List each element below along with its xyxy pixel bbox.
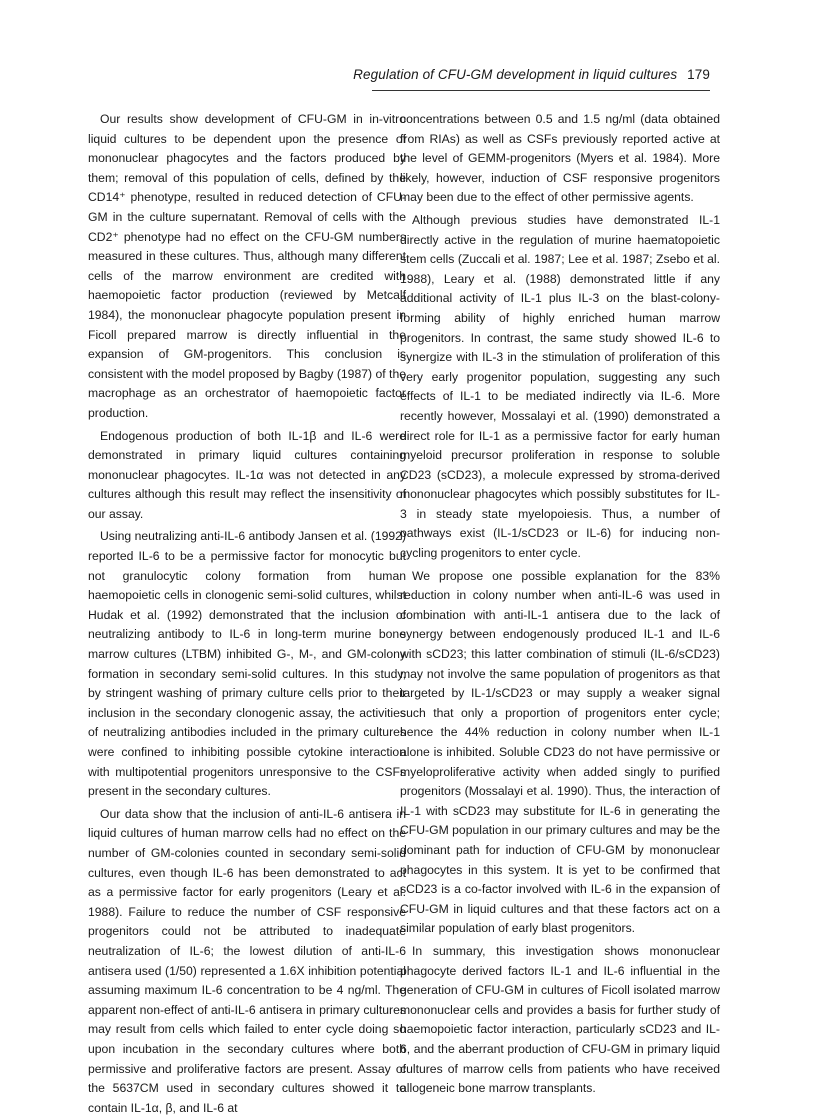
paragraph: Using neutralizing anti-IL-6 antibody Jansen et al. (1992) reported IL-6 to be a permissive factor for monocytic but not granulocytic colony formation from human haemopoietic cells in clonogenic semi-solid cultures, whilst Hudak et al. (1992) demonstrated that the inclusion of neutralizing antibody to IL-6 in long-term murine bone marrow cultures (LTBM) inhibited G-, M-, and GM-colony formation in secondary semi-solid cultures. In this study, by stringent washing of primary culture cells prior to their inclusion in the secondary clonogenic assay, the activities of neutralizing antibodies included in the primary cultures were confined to inhibiting possible cytokine interaction with multipotential progenitors unresponsive to the CSFs present in the secondary cultures.	[88, 529, 406, 799]
right-column	[400, 110, 720, 1099]
paragraph: Our results show development of CFU-GM in in-vitro liquid cultures to be dependent upon the presence of mononuclear phagocytes and the factors produced by them; removal of this population of cells, defined by the CD14⁺ phenotype, resulted in reduced detection of CFU-GM in the culture supernatant. Removal of cells with the CD2⁺ phenotype had no effect on the CFU-GM numbers measured in these cultures. Thus, although many different cells of the marrow environment are credited with haemopoietic factor production (reviewed by Metcalf 1984), the mononuclear phagocyte population present in Ficoll prepared marrow is directly influential in the expansion of GM-progenitors. This conclusion is consistent with the model proposed by Bagby (1987) of the macrophage as an orchestrator of haemopoietic factor production.	[88, 112, 406, 420]
left-column	[88, 110, 406, 1118]
paragraph: We propose one possible explanation for the 83% reduction in colony number when anti-IL-6 was used in combination with anti-IL-1 antisera due to the lack of synergy between endogenously produced IL-1 and IL-6 with sCD23; this latter combination of stimuli (IL-6/sCD23) may not involve the same population of progenitors as that targeted by IL-1/sCD23 or may supply a weaker signal such that only a proportion of progenitors enter cycle; hence the 44% reduction in colony number when IL-1 alone is inhibited. Soluble CD23 do not have permissive or myeloproliferative activity when added singly to purified progenitors (Mossalayi et al. 1990). Thus, the interaction of IL-1 with sCD23 may substitute for IL-6 in generating the CFU-GM population in our primary cultures and may be the dominant path for induction of CFU-GM by mononuclear phagocytes in this system. It is yet to be confirmed that sCD23 is a co-factor involved with IL-6 in the expansion of CFU-GM in liquid cultures and that these factors act on a similar population of early blast progenitors.	[400, 568, 720, 936]
paragraph: In summary, this investigation shows mononuclear phagocyte derived factors IL-1 and IL-6 influential in the generation of CFU-GM in cultures of Ficoll isolated marrow mononuclear cells and provides a basis for further study of haemopoietic factor interaction, particularly sCD23 and IL-6, and the aberrant production of CFU-GM in primary liquid cultures of marrow cells from patients who have received allogeneic bone marrow transplants.	[400, 943, 720, 1096]
page-number: 179	[687, 67, 710, 82]
header-rule	[372, 90, 710, 91]
paragraph: Endogenous production of both IL-1β and IL-6 were demonstrated in primary liquid cultures containing mononuclear phagocytes. IL-1α was not detected in any cultures although this result may reflect the insensitivity of our assay.	[88, 428, 406, 521]
paragraph-continued: concentrations between 0.5 and 1.5 ng/ml (data obtained from RIAs) as well as CSFs previously reported active at the level of GEMM-progenitors (Myers et al. 1984). More likely, however, induction of CSF responsive progenitors may been due to the effect of other permissive agents.	[400, 112, 720, 205]
paragraph: Although previous studies have demonstrated IL-1 directly active in the regulation of murine haematopoietic stem cells (Zuccali et al. 1987; Lee et al. 1987; Zsebo et al. 1988), Leary et al. (1988) demonstrated little if any additional activity of IL-1 plus IL-3 on the blast-colony-forming ability of highly enriched human marrow progenitors. In contrast, the same study showed IL-6 to synergize with IL-3 in the stimulation of proliferation of this very early progenitor population, suggesting any such effects of IL-1 to be mediated indirectly via IL-6. More recently however, Mossalayi et al. (1990) demonstrated a direct role for IL-1 as a permissive factor for early human myeloid precursor proliferation in response to soluble CD23 (sCD23), a molecule expressed by stroma-derived mononuclear phagocytes which possibly substitutes for IL-3 in steady state myelopoiesis. Thus, a number of pathways exist (IL-1/sCD23 or IL-6) for inducing non-cycling progenitors to enter cycle.	[400, 212, 720, 561]
running-head	[353, 67, 710, 82]
running-title: Regulation of CFU-GM development in liquid cultures	[353, 67, 678, 82]
paragraph: Our data show that the inclusion of anti-IL-6 antisera in liquid cultures of human marrow cells had no effect on the number of GM-colonies counted in secondary semi-solid cultures, even though IL-6 has been demonstrated to act as a permissive factor for early progenitors (Leary et al. 1988). Failure to reduce the number of CSF responsive progenitors could not be attributed to inadequate neutralization of IL-6; the lowest dilution of anti-IL-6 antisera used (1/50) represented a 1.6X inhibition potential assuming maximum IL-6 concentration to be 4 ng/ml. The apparent non-effect of anti-IL-6 antisera in primary cultures may result from cells which failed to enter cycle doing so upon incubation in the secondary cultures where both permissive and proliferative factors are present. Assay of the 5637CM used in secondary cultures showed it to contain IL-1α, β, and IL-6 at	[88, 806, 406, 1115]
